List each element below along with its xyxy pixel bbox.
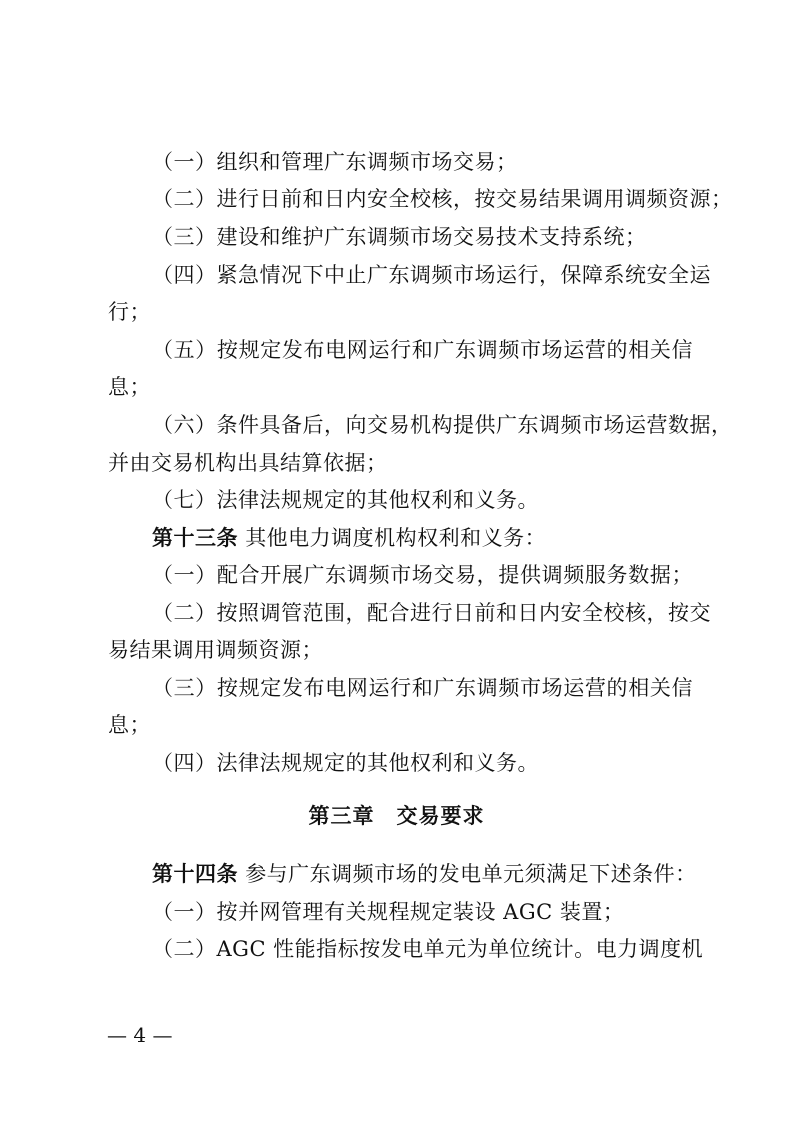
text-line: （六）条件具备后，向交易机构提供广东调频市场运营数据， [152,413,733,437]
text-line: 易结果调用调频资源； [108,638,323,662]
article-13-title: 第十三条 [152,526,238,550]
text-line: 行； [108,300,151,324]
text-line: （二）按照调管范围，配合进行日前和日内安全校核，按交 [152,601,711,625]
article-13 [152,524,693,552]
text-line: （三）建设和维护广东调频市场交易技术支持系统； [152,225,647,249]
text-line: （二）进行日前和日内安全校核，按交易结果调用调频资源； [152,187,733,211]
text-line: （四）紧急情况下中止广东调频市场运行，保障系统安全运 [152,263,711,287]
article-13-text: 其他电力调度机构权利和义务： [245,526,547,550]
article-14-text: 参与广东调频市场的发电单元须满足下述条件： [245,862,697,886]
text-line: （七）法律法规规定的其他权利和义务。 [152,488,539,512]
text-line: （三）按规定发布电网运行和广东调频市场运营的相关信 [152,676,693,700]
chapter-heading: 第三章 交易要求 [308,804,485,828]
text-line: 并由交易机构出具结算依据； [108,451,388,475]
text-line: （一）配合开展广东调频市场交易，提供调频服务数据； [152,563,693,587]
text-line: （五）按规定发布电网运行和广东调频市场运营的相关信 [152,338,693,362]
text-line: （一）按并网管理有关规程规定装设 AGC 装置； [152,900,625,924]
text-line: （二）AGC 性能指标按发电单元为单位统计。电力调度机 [152,937,704,961]
article-14 [152,860,697,888]
text-line: 息； [108,375,151,399]
text-line: （一）组织和管理广东调频市场交易； [152,150,518,174]
text-line: 息； [108,713,151,737]
text-line: （四）法律法规规定的其他权利和义务。 [152,751,539,775]
article-14-title: 第十四条 [152,862,238,886]
page-number: — 4 — [107,1023,173,1047]
